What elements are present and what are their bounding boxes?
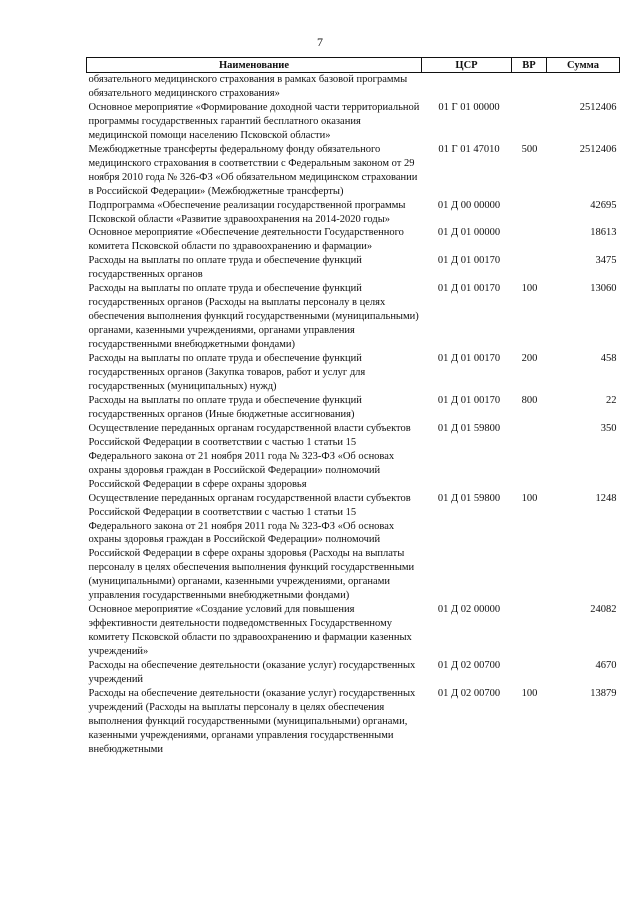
- cell-name: Расходы на выплаты по оплате труда и обеспечение функций государственных органов (Иные бюджетные ассигнования): [88, 394, 362, 420]
- cell-vr: 200: [521, 353, 538, 365]
- table-row: [87, 603, 620, 659]
- table-row: [87, 254, 620, 282]
- cell-name: Расходы на выплаты по оплате труда и обеспечение функций государственных органов: [88, 255, 362, 281]
- cell-name: Расходы на обеспечение деятельности (оказание услуг) государственных учреждений: [88, 660, 416, 685]
- cell-csr: 01 Г 01 00000: [438, 101, 500, 113]
- header-sum: Сумма: [547, 58, 620, 73]
- cell-vr: 100: [521, 492, 538, 504]
- cell-vr: [512, 101, 547, 143]
- table-row: [87, 73, 620, 101]
- cell-csr: 01 Д 00 00000: [437, 199, 501, 211]
- cell-sum: 13060: [590, 283, 617, 295]
- cell-sum: 42695: [590, 199, 617, 211]
- cell-csr: 01 Д 02 00000: [437, 604, 501, 616]
- cell-csr: 01 Д 02 00700: [437, 687, 501, 699]
- cell-vr: [512, 603, 547, 659]
- cell-sum: 3475: [595, 255, 617, 267]
- budget-table: [86, 57, 620, 757]
- cell-name: Расходы на выплаты по оплате труда и обеспечение функций государственных органов (Закупка товаров, работ и услуг для государственных (муниципальных) нужд): [88, 353, 366, 392]
- header-vr: ВР: [512, 58, 547, 73]
- cell-vr: [512, 422, 547, 492]
- cell-name: Основное мероприятие «Создание условий для повышения эффективности деятельности подведомственных Государственному комитету Псковской области по здравоохранению и фармации казенных учреждений»: [88, 604, 412, 658]
- cell-name: Подпрограмма «Обеспечение реализации государственной программы Псковской области «Развитие здравоохранения на 2014-2020 годы»: [88, 199, 406, 225]
- cell-sum: 13879: [590, 687, 617, 699]
- page-number: 7: [317, 35, 323, 49]
- cell-name: Осуществление переданных органам государственной власти субъектов Российской Федерации в соответствии с частью 1 статьи 15 Федерального закона от 21 ноября 2011 года № 323-ФЗ «Об основах охраны здоровья граждан в Российской Федерации» полномочий Российской Федерации в сфере охраны здоровья: [88, 422, 411, 490]
- cell-csr: 01 Г 01 47010: [438, 143, 500, 155]
- cell-vr: [512, 73, 547, 101]
- cell-sum: 22: [606, 394, 617, 406]
- cell-name: Расходы на выплаты по оплате труда и обеспечение функций государственных органов (Расходы на выплаты персоналу в целях обеспечения выполнения функций государственными (муниципальными) органами, казенными учреждениями, органами управления государственными внебюджетными фондами): [88, 283, 419, 351]
- cell-csr: 01 Д 01 00170: [437, 353, 501, 365]
- cell-csr: 01 Д 01 59800: [437, 422, 501, 434]
- table-row: [87, 199, 620, 227]
- cell-sum: 1248: [595, 492, 617, 504]
- table-row: [87, 659, 620, 687]
- cell-sum: 24082: [590, 604, 617, 616]
- header-csr: ЦСР: [422, 58, 512, 73]
- cell-name: Расходы на обеспечение деятельности (оказание услуг) государственных учреждений (Расходы на выплаты персоналу в целях обеспечения выполнения функций государственными (муниципальными) органами, казенными учреждениями, органами управления государственными внебюджетными: [88, 687, 416, 755]
- cell-csr: 01 Д 01 00000: [437, 227, 501, 239]
- cell-name: Основное мероприятие «Формирование доходной части территориальной программы государственных гарантий бесплатного оказания медицинской помощи населению Псковской области»: [88, 101, 420, 141]
- table-row: [87, 226, 620, 254]
- table-row: [87, 101, 620, 143]
- header-name: Наименование: [87, 58, 422, 73]
- table-row: [87, 352, 620, 394]
- cell-vr: [512, 226, 547, 254]
- cell-csr: 01 Д 01 00170: [437, 394, 501, 406]
- table-row: [87, 687, 620, 757]
- table-row: [87, 394, 620, 422]
- cell-name: обязательного медицинского страхования в рамках базовой программы обязательного медицинского страхования»: [88, 74, 408, 99]
- cell-vr: 100: [521, 283, 538, 295]
- table-row: [87, 422, 620, 492]
- table-row: [87, 282, 620, 352]
- cell-name: Основное мероприятие «Обеспечение деятельности Государственного комитета Псковской области по здравоохранению и фармации»: [88, 227, 404, 253]
- cell-csr: 01 Д 01 00170: [437, 255, 501, 267]
- table-body: [87, 73, 620, 757]
- cell-name: Межбюджетные трансферты федеральному фонду обязательного медицинского страхования в соответствии с Федеральным законом от 29 ноября 2010 года № 326-ФЗ «Об обязательном медицинском страховании в Российской Федерации» (Межбюджетные трансферты): [88, 143, 418, 197]
- table-row: [87, 492, 620, 604]
- table-header-row: [87, 58, 620, 73]
- cell-sum: 2512406: [579, 143, 617, 155]
- cell-csr: [422, 73, 512, 101]
- cell-sum: 4670: [595, 660, 617, 672]
- cell-vr: [512, 199, 547, 227]
- table-row: [87, 143, 620, 199]
- cell-sum: 2512406: [579, 101, 617, 113]
- cell-name: Осуществление переданных органам государственной власти субъектов Российской Федерации в соответствии с частью 1 статьи 15 Федерального закона от 21 ноября 2011 года № 323-ФЗ «Об основах охраны здоровья граждан в Российской Федерации» полномочий Российской Федерации в сфере охраны здоровья (Расходы на выплаты персоналу в целях обеспечения выполнения функций государственными (муниципальными) органами, казенными учреждениями, органами управления государственными внебюджетными фондами): [88, 492, 415, 602]
- cell-csr: 01 Д 02 00700: [437, 660, 501, 672]
- cell-sum: 458: [600, 353, 617, 365]
- cell-csr: 01 Д 01 00170: [437, 283, 501, 295]
- cell-vr: [512, 659, 547, 687]
- cell-vr: 500: [521, 143, 538, 155]
- cell-vr: 100: [521, 687, 538, 699]
- cell-csr: 01 Д 01 59800: [437, 492, 501, 504]
- cell-sum: 18613: [590, 227, 617, 239]
- cell-sum: [547, 73, 620, 101]
- cell-vr: [512, 254, 547, 282]
- cell-vr: 800: [521, 394, 538, 406]
- cell-sum: 350: [600, 422, 617, 434]
